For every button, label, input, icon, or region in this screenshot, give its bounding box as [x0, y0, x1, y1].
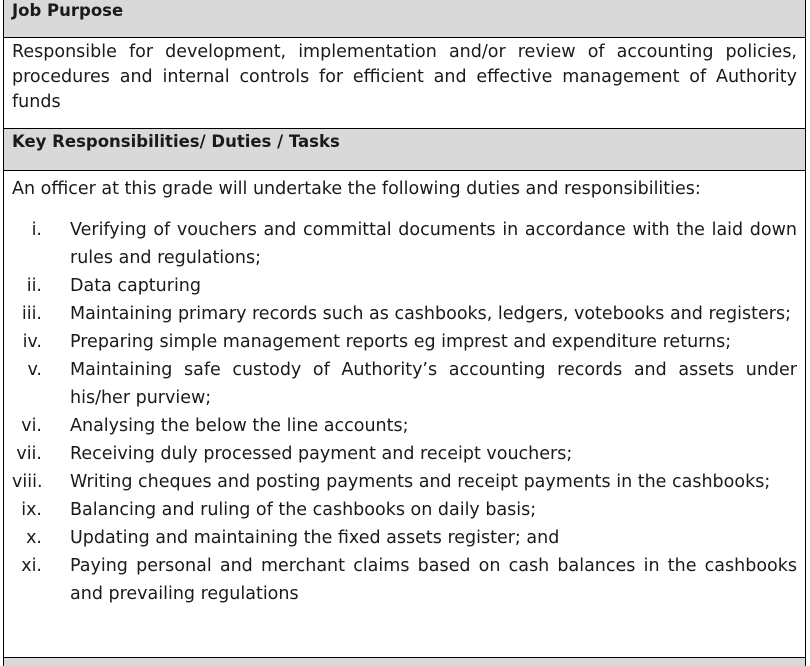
- responsibilities-body: [4, 171, 805, 658]
- list-item-number: xi.: [21, 556, 42, 576]
- list-item-number: vi.: [21, 416, 42, 436]
- list-item-text: Updating and maintaining the fixed assets register; and: [70, 528, 560, 548]
- list-item: [12, 328, 797, 356]
- list-item-text: Receiving duly processed payment and receipt vouchers;: [70, 444, 573, 464]
- list-item: [12, 216, 797, 272]
- list-item-number: ii.: [26, 276, 42, 296]
- list-item-number: iii.: [21, 304, 42, 324]
- list-item-text: Preparing simple management reports eg imprest and expenditure returns;: [70, 332, 732, 352]
- list-item-text: Verifying of vouchers and committal documents in accordance with the laid down rules and regulations;: [70, 220, 797, 268]
- list-item: [12, 468, 797, 496]
- list-item-text: Analysing the below the line accounts;: [70, 416, 409, 436]
- list-item-number: v.: [27, 360, 42, 380]
- list-item-number: vii.: [16, 444, 42, 464]
- responsibilities-heading: Key Responsibilities/ Duties / Tasks: [4, 129, 805, 171]
- list-item-number: i.: [31, 220, 42, 240]
- responsibilities-list: [12, 216, 797, 608]
- list-item: [12, 300, 797, 328]
- list-item-text: Data capturing: [70, 276, 202, 296]
- job-purpose-text: Responsible for development, implementation and/or review of accounting policies, procedures and internal controls for efficient and effective management of Authority funds: [4, 38, 805, 129]
- job-description-table: [3, 0, 806, 666]
- list-item: [12, 496, 797, 524]
- list-item-number: viii.: [12, 472, 43, 492]
- list-item-text: Balancing and ruling of the cashbooks on daily basis;: [70, 500, 537, 520]
- list-item-number: ix.: [21, 500, 42, 520]
- job-purpose-heading: Job Purpose: [4, 0, 805, 38]
- list-item: [12, 440, 797, 468]
- list-item-number: x.: [26, 528, 42, 548]
- responsibilities-intro: An officer at this grade will undertake the following duties and responsibilities:: [12, 179, 701, 199]
- list-item-number: iv.: [22, 332, 42, 352]
- list-item: [12, 272, 797, 300]
- list-item-text: Maintaining safe custody of Authority’s accounting records and assets under his/her purview;: [70, 360, 797, 408]
- list-item: [12, 356, 797, 412]
- list-item-text: Paying personal and merchant claims based on cash balances in the cashbooks and prevailing regulations: [70, 556, 797, 604]
- list-item-text: Writing cheques and posting payments and receipt payments in the cashbooks;: [70, 472, 771, 492]
- list-item-text: Maintaining primary records such as cashbooks, ledgers, votebooks and registers;: [70, 304, 791, 324]
- list-item: [12, 552, 797, 608]
- next-section-heading: [4, 658, 805, 666]
- list-item: [12, 412, 797, 440]
- list-item: [12, 524, 797, 552]
